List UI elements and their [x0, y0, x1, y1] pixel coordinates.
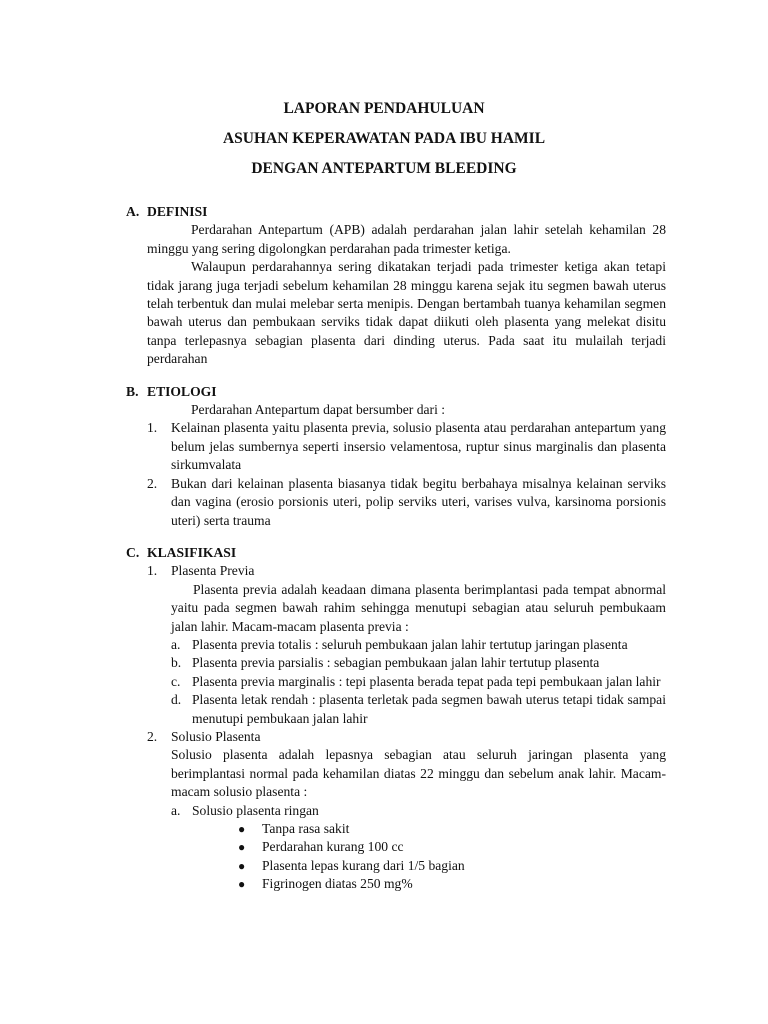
section-title: DEFINISI: [147, 204, 208, 219]
sub-list-letter: a.: [171, 802, 181, 818]
bullet-list: [126, 820, 666, 894]
section-letter: C.: [126, 544, 140, 560]
sub-list-text: Plasenta previa totalis : seluruh pembukaan jalan lahir tertutup jaringan plasenta: [192, 636, 628, 652]
list-text: Bukan dari kelainan plasenta biasanya tidak begitu berbahaya misalnya kelainan serviks dan vagina (erosio porsionis uteri, polip serviks uteri, varises vulva, karsinoma porsionis uteri) serta trauma: [171, 475, 666, 528]
section-heading: [126, 383, 666, 401]
bullet-icon: ●: [238, 877, 246, 892]
paragraph: Plasenta previa adalah keadaan dimana plasenta berimplantasi pada tempat abnormal yaitu pada segmen bawah rahim sehingga menutupi sebagian atau seluruh pembukaam jalan lahir. Macam-macam plasenta previa :: [171, 581, 666, 634]
bullet-icon: ●: [238, 858, 246, 873]
section-etiologi: [126, 383, 666, 530]
sub-list-item: [126, 691, 666, 728]
title-line-1: LAPORAN PENDAHULUAN: [283, 100, 485, 117]
bullet-text: Perdarahan kurang 100 cc: [262, 839, 404, 855]
sub-list-item: [126, 802, 666, 820]
sub-list-letter: c.: [171, 673, 181, 689]
sub-list-text: Solusio plasenta ringan: [192, 802, 319, 818]
sub-list-text: Plasenta previa parsialis : sebagian pembukaan jalan lahir tertutup plasenta: [192, 655, 600, 671]
section-title: ETIOLOGI: [147, 383, 217, 399]
document-body: [126, 203, 666, 908]
bullet-text: Figrinogen diatas 250 mg%: [262, 876, 413, 892]
sub-list-letter: b.: [171, 655, 182, 671]
section-heading: [126, 544, 666, 562]
list-item: [126, 728, 666, 746]
paragraph: Perdarahan Antepartum (APB) adalah perdarahan jalan lahir setelah kehamilan 28 minggu yang sering digolongkan perdarahan pada trimester ketiga.: [147, 222, 666, 256]
sub-list-item: [126, 673, 666, 691]
paragraph: Walaupun perdarahannya sering dikatakan terjadi pada trimester ketiga akan tetapi tidak jarang juga terjadi sebelum kehamilan 28 minggu karena sejak itu segmen bawah uterus telah terbentuk dan mulai melebar serta menipis. Dengan bertambah tuanya kehamilan segmen bawah uterus dan pembukaan serviks tidak dapat diikuti oleh plasenta yang melekat disitu tanpa terlepasnya sebagian plasenta dari dinding uterus. Pada saat itu mulailah terjadi perdarahan: [147, 259, 666, 367]
section-heading: [126, 203, 666, 221]
section-definisi: [126, 203, 666, 369]
sub-list-text: Plasenta previa marginalis : tepi plasenta berada tepat pada tepi pembukaan jalan lahir: [192, 673, 661, 689]
bullet-item: [238, 838, 666, 856]
list-number: 2.: [147, 728, 158, 744]
section-title: KLASIFIKASI: [147, 544, 237, 560]
list-item: [126, 419, 666, 474]
bullet-item: [238, 857, 666, 875]
bullet-item: [238, 820, 666, 838]
list-number: 2.: [147, 475, 158, 491]
title-line-3: DENGAN ANTEPARTUM BLEEDING: [251, 160, 517, 177]
sub-list-letter: d.: [171, 692, 182, 708]
bullet-text: Plasenta lepas kurang dari 1/5 bagian: [262, 857, 465, 873]
list-text: Solusio Plasenta: [171, 728, 261, 744]
sub-list-item: [126, 654, 666, 672]
title-line-2: ASUHAN KEPERAWATAN PADA IBU HAMIL: [222, 130, 546, 147]
sub-list-item: [126, 636, 666, 654]
section-klasifikasi: [126, 544, 666, 894]
sub-list-letter: a.: [171, 636, 181, 652]
list-number: 1.: [147, 563, 158, 579]
document-title: [0, 94, 768, 184]
list-item: [126, 562, 666, 580]
list-item: [126, 475, 666, 530]
section-letter: A.: [126, 204, 140, 219]
bullet-text: Tanpa rasa sakit: [262, 821, 350, 836]
list-text: Kelainan plasenta yaitu plasenta previa, solusio plasenta atau perdarahan antepartum yang belum jelas sumbernya seperti insersio velamentosa, ruptur sinus marginalis dan plasenta sirkumvalata: [171, 420, 666, 473]
bullet-icon: ●: [238, 822, 246, 836]
bullet-item: [238, 875, 666, 893]
bullet-icon: ●: [238, 840, 246, 855]
paragraph: Perdarahan Antepartum dapat bersumber dari :: [191, 402, 446, 418]
section-letter: B.: [126, 383, 139, 399]
list-text: Plasenta Previa: [171, 563, 255, 579]
sub-list-text: Plasenta letak rendah : plasenta terletak pada segmen bawah uterus tetapi tidak sampai menutupi pembukaan jalan lahir: [192, 692, 666, 726]
list-number: 1.: [147, 420, 158, 436]
paragraph: Solusio plasenta adalah lepasnya sebagian atau seluruh jaringan plasenta yang berimplantasi normal pada kehamilan diatas 22 minggu dan sebelum anak lahir. Macam-macam solusio plasenta :: [171, 747, 666, 800]
